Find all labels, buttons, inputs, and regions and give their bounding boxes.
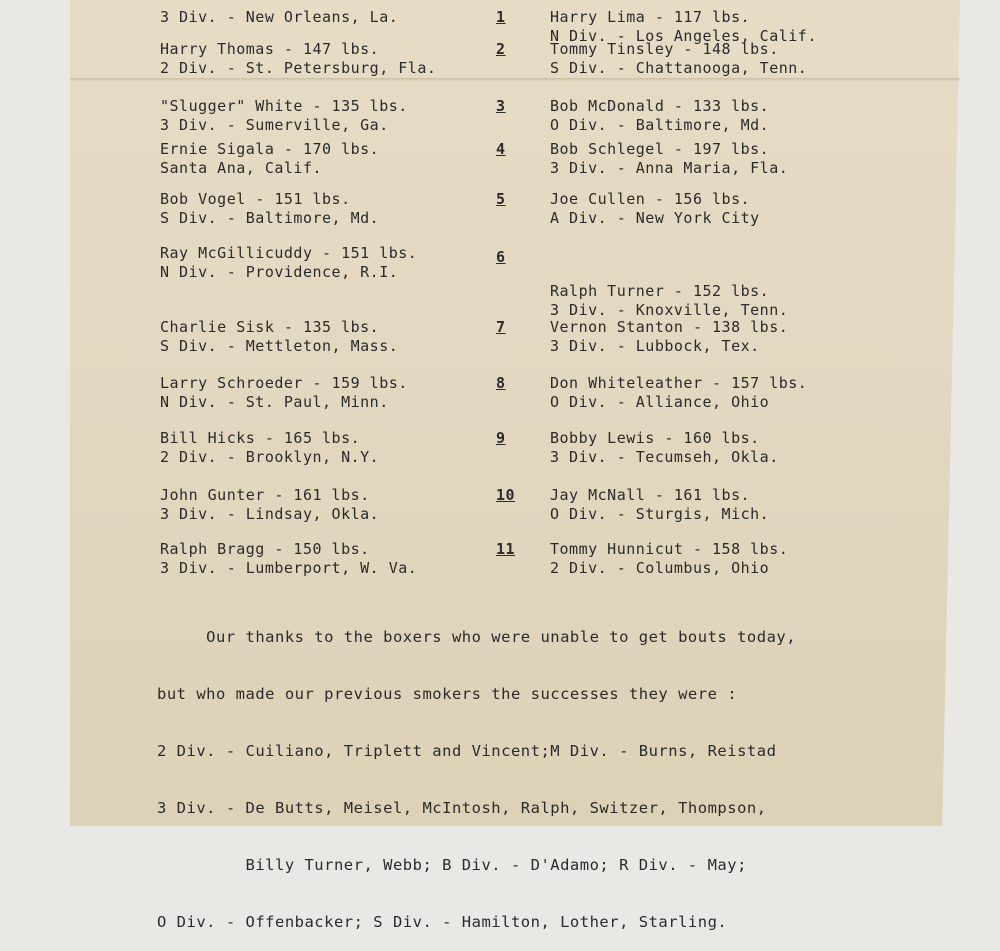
bout-number: 10	[496, 486, 516, 504]
boxer-line: N Div. - Los Angeles, Calif.	[550, 27, 817, 45]
boxer-line: N Div. - Providence, R.I.	[160, 263, 399, 281]
boxer-line: 3 Div. - Tecumseh, Okla.	[550, 448, 779, 466]
bout-number: 2	[496, 40, 506, 58]
left-boxer	[160, 374, 490, 412]
right-boxer	[550, 190, 880, 228]
boxer-line: "Slugger" White - 135 lbs.	[160, 97, 408, 115]
boxer-line: Harry Thomas - 147 lbs.	[160, 40, 380, 58]
boxer-line: Ray McGillicuddy - 151 lbs.	[160, 244, 418, 262]
boxer-line: S Div. - Baltimore, Md.	[160, 209, 380, 227]
boxer-line: S Div. - Chattanooga, Tenn.	[550, 59, 808, 77]
boxer-line: 3 Div. - Lindsay, Okla.	[160, 505, 380, 523]
boxer-line: Jay McNall - 161 lbs.	[550, 486, 751, 504]
right-boxer	[550, 374, 880, 412]
boxer-line: 3 Div. - Lubbock, Tex.	[550, 337, 760, 355]
left-boxer	[160, 318, 490, 356]
boxer-line: Bobby Lewis - 160 lbs.	[550, 429, 760, 447]
boxer-line: O Div. - Alliance, Ohio	[550, 393, 770, 411]
right-boxer	[550, 429, 880, 467]
right-boxer	[550, 97, 880, 135]
bout-number: 11	[496, 540, 516, 558]
left-boxer	[160, 429, 490, 467]
boxer-line: Ralph Turner - 152 lbs.	[550, 282, 770, 300]
boxer-line	[550, 244, 880, 263]
thanks-line: 3 Div. - De Butts, Meisel, McIntosh, Ralph, Switzer, Thompson,	[157, 799, 767, 817]
left-boxer	[160, 140, 490, 178]
thanks-line: Billy Turner, Webb; B Div. - D'Adamo; R Div. - May;	[157, 856, 747, 874]
boxer-line: Bill Hicks - 165 lbs.	[160, 429, 361, 447]
left-boxer	[160, 40, 490, 78]
bout-number: 3	[496, 97, 506, 115]
left-boxer	[160, 486, 490, 524]
boxer-line: 2 Div. - St. Petersburg, Fla.	[160, 59, 437, 77]
thanks-line: 2 Div. - Cuiliano, Triplett and Vincent;M Div. - Burns, Reistad	[157, 742, 777, 760]
boxer-line: Ralph Bragg - 150 lbs.	[160, 540, 370, 558]
boxer-line: N Div. - St. Paul, Minn.	[160, 393, 389, 411]
bout-number: 6	[496, 248, 506, 266]
left-boxer	[160, 8, 490, 27]
boxer-line: Bob McDonald - 133 lbs.	[550, 97, 770, 115]
right-boxer	[550, 486, 880, 524]
right-boxer	[550, 140, 880, 178]
right-boxer	[550, 318, 880, 356]
bout-number: 8	[496, 374, 506, 392]
bout-number: 1	[496, 8, 506, 26]
boxer-line: Larry Schroeder - 159 lbs.	[160, 374, 408, 392]
boxer-line: S Div. - Mettleton, Mass.	[160, 337, 399, 355]
boxer-line: Charlie Sisk - 135 lbs.	[160, 318, 380, 336]
boxer-line: 3 Div. - Sumerville, Ga.	[160, 116, 389, 134]
boxer-line: Ernie Sigala - 170 lbs.	[160, 140, 380, 158]
boxer-line: 3 Div. - New Orleans, La.	[160, 8, 399, 26]
right-boxer	[550, 244, 880, 320]
boxer-line: O Div. - Sturgis, Mich.	[550, 505, 770, 523]
boxer-line: 3 Div. - Knoxville, Tenn.	[550, 301, 789, 319]
right-boxer	[550, 540, 880, 578]
boxer-line: Tommy Hunnicut - 158 lbs.	[550, 540, 789, 558]
boxer-line: Harry Lima - 117 lbs.	[550, 8, 751, 26]
boxer-line: Bob Vogel - 151 lbs.	[160, 190, 351, 208]
boxer-line: Don Whiteleather - 157 lbs.	[550, 374, 808, 392]
bout-number: 9	[496, 429, 506, 447]
boxer-line: A Div. - New York City	[550, 209, 760, 227]
boxer-line: 2 Div. - Columbus, Ohio	[550, 559, 770, 577]
boxer-line: 3 Div. - Lumberport, W. Va.	[160, 559, 418, 577]
bout-number: 5	[496, 190, 506, 208]
bout-number: 7	[496, 318, 506, 336]
boxer-line: Vernon Stanton - 138 lbs.	[550, 318, 789, 336]
boxer-line	[550, 263, 880, 282]
right-boxer	[550, 40, 880, 78]
left-boxer	[160, 97, 490, 135]
boxer-line: 3 Div. - Anna Maria, Fla.	[550, 159, 789, 177]
left-boxer	[160, 540, 490, 578]
paper-fold	[70, 78, 960, 82]
thanks-line: O Div. - Offenbacker; S Div. - Hamilton, Lother, Starling.	[157, 913, 728, 931]
boxer-line: O Div. - Baltimore, Md.	[550, 116, 770, 134]
thanks-line: but who made our previous smokers the successes they were :	[157, 685, 738, 703]
boxer-line: 2 Div. - Brooklyn, N.Y.	[160, 448, 380, 466]
thanks-paragraph	[157, 590, 897, 951]
boxer-line: Tommy Tinsley - 148 lbs.	[550, 40, 779, 58]
left-boxer	[160, 244, 490, 282]
bout-number: 4	[496, 140, 506, 158]
left-boxer	[160, 190, 490, 228]
thanks-line: Our thanks to the boxers who were unable to get bouts today,	[157, 628, 797, 646]
boxer-line: Joe Cullen - 156 lbs.	[550, 190, 751, 208]
boxer-line: Bob Schlegel - 197 lbs.	[550, 140, 770, 158]
boxer-line: John Gunter - 161 lbs.	[160, 486, 370, 504]
boxer-line: Santa Ana, Calif.	[160, 159, 323, 177]
